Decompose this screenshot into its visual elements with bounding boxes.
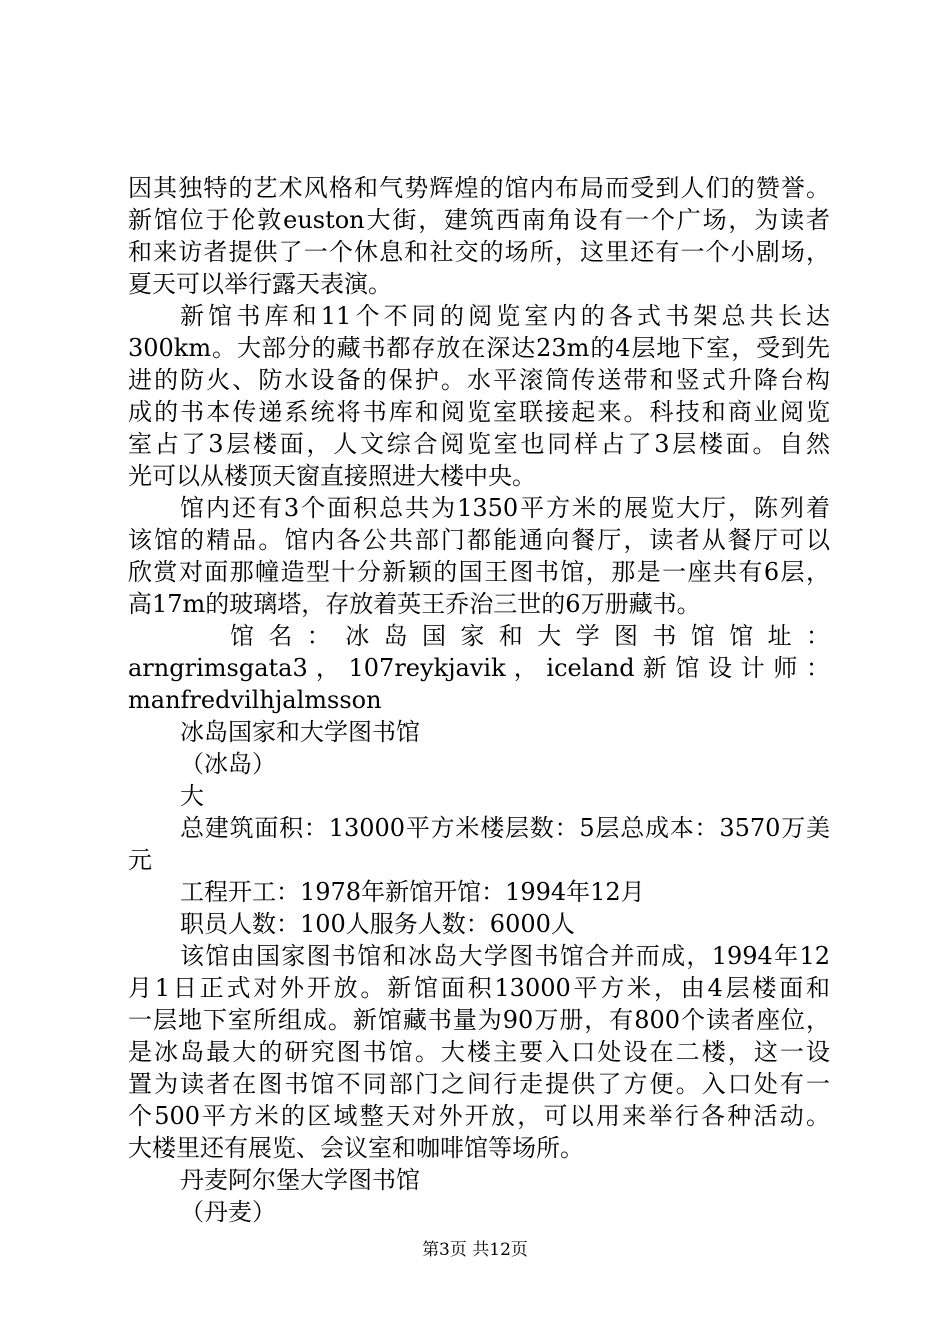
- text-line: manfredvilhjalmsson: [128, 686, 382, 714]
- text-line: 职员人数：100人服务人数：6000人: [180, 910, 575, 938]
- text-line: 月1日正式对外开放。新馆面积13000平方米，由4层楼面和: [128, 974, 830, 1002]
- text-line: 个500平方米的区域整天对外开放，可以用来举行各种活动。: [128, 1102, 830, 1130]
- text-line: 馆 名 ： 冰 岛 国 家 和 大 学 图 书 馆 馆 址 ：: [230, 622, 830, 650]
- text-line: 一层地下室所组成。新馆藏书量为90万册，有800个读者座位，: [128, 1006, 830, 1034]
- text-line: 该馆的精品。馆内各公共部门都能通向餐厅，读者从餐厅可以: [128, 526, 830, 554]
- text-line: 元: [128, 846, 152, 874]
- text-line: 馆内还有3个面积总共为1350平方米的展览大厅，陈列着: [180, 494, 830, 522]
- text-line: 置为读者在图书馆不同部门之间行走提供了方便。入口处有一: [128, 1070, 830, 1098]
- text-line: 新馆位于伦敦euston大街，建筑西南角设有一个广场，为读者: [128, 206, 830, 234]
- text-line: 300km。大部分的藏书都存放在深达23m的4层地下室，受到先: [128, 334, 830, 362]
- text-line: 总建筑面积：13000平方米楼层数：5层总成本：3570万美: [180, 814, 830, 842]
- section-country: （冰岛）: [180, 750, 276, 778]
- text-line: 工程开工：1978年新馆开馆：1994年12月: [180, 878, 645, 906]
- text-line: 室占了3层楼面，人文综合阅览室也同样占了3层楼面。自然: [128, 430, 830, 458]
- page-footer: 第3页 共12页: [422, 1240, 528, 1260]
- text-line: 大楼里还有展览、会议室和咖啡馆等场所。: [128, 1134, 584, 1162]
- text-line: 因其独特的艺术风格和气势辉煌的馆内布局而受到人们的赞誉。: [128, 174, 830, 202]
- text-line: 欣赏对面那幢造型十分新颖的国王图书馆，那是一座共有6层，: [128, 558, 830, 586]
- section-title: 丹麦阿尔堡大学图书馆: [180, 1166, 420, 1194]
- text-line: 进的防火、防水设备的保护。水平滚筒传送带和竖式升降台构: [128, 366, 830, 394]
- text-line: 该馆由国家图书馆和冰岛大学图书馆合并而成，1994年12: [180, 942, 830, 970]
- text-line: 光可以从楼顶天窗直接照进大楼中央。: [128, 462, 536, 490]
- text-line: 和来访者提供了一个休息和社交的场所，这里还有一个小剧场，: [128, 238, 830, 266]
- text-line: 成的书本传递系统将书库和阅览室联接起来。科技和商业阅览: [128, 398, 830, 426]
- text-line: 高17m的玻璃塔，存放着英王乔治三世的6万册藏书。: [128, 590, 701, 618]
- text-line: 是冰岛最大的研究图书馆。大楼主要入口处设在二楼，这一设: [128, 1038, 830, 1066]
- text-line: 新馆书库和11个不同的阅览室内的各式书架总共长达: [180, 302, 830, 330]
- text-line: 大: [180, 782, 204, 810]
- text-line: arngrimsgata3 ， 107reykjavik ， iceland 新 馆 设 计 师 ：: [128, 654, 830, 682]
- text-line: 夏天可以举行露天表演。: [128, 270, 392, 298]
- document-body: [128, 172, 830, 1228]
- section-title: 冰岛国家和大学图书馆: [180, 718, 420, 746]
- section-country: （丹麦）: [180, 1198, 276, 1226]
